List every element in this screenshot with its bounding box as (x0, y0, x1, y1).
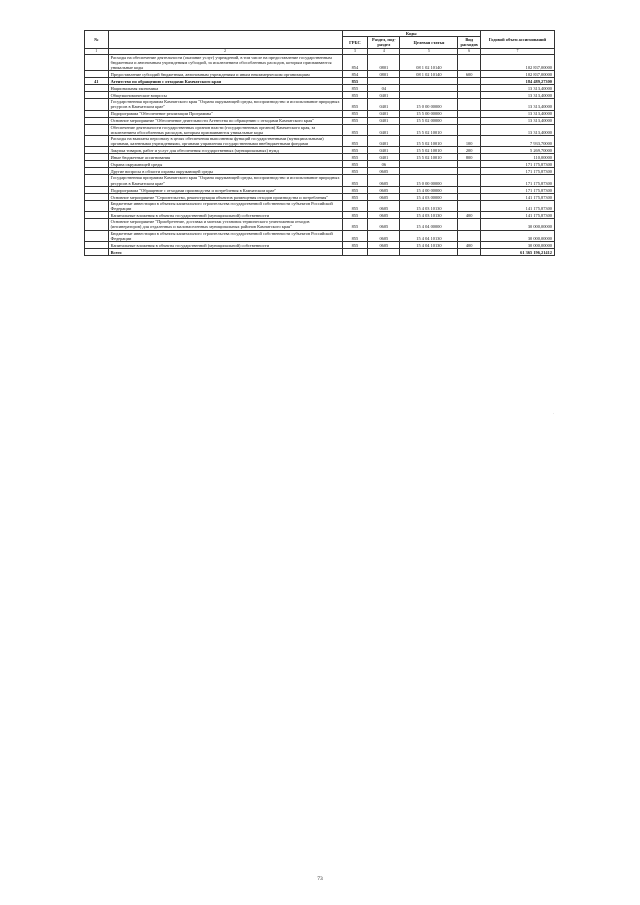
table-row (85, 85, 555, 92)
table-row (85, 168, 555, 175)
table-row (85, 230, 555, 241)
header-expense-type: Вид расходов (458, 37, 481, 48)
column-index: 4 (368, 48, 400, 54)
row-expense-type (458, 168, 481, 175)
row-grbs-code (342, 249, 368, 256)
row-target-article: 15 4 04 10130 (400, 230, 458, 241)
row-amount: 30 000,00000 (480, 219, 554, 230)
row-expense-type (458, 161, 481, 168)
row-expense-type: 800 (458, 154, 481, 161)
row-name: Подпрограмма "Обращение с отходами производства и потребления в Камчатском крае" (108, 186, 342, 193)
row-amount: 13 313,40000 (480, 99, 554, 110)
row-expense-type (458, 219, 481, 230)
header-name (108, 31, 342, 49)
row-number (85, 230, 109, 241)
row-name: Основное мероприятие "Приобретение, доставка и монтаж установок термического уничтожения отходов (инсинераторов) для отдаленных и малонаселенных муниципальных районов Камчатского края" (108, 219, 342, 230)
row-name: Национальная экономика (108, 85, 342, 92)
column-index: 7 (480, 48, 554, 54)
header-codes: Коды (342, 31, 480, 37)
header-target-article: Целевая статья (400, 37, 458, 48)
row-number (85, 110, 109, 117)
row-expense-type (458, 78, 481, 85)
row-razdel-code: 0605 (368, 212, 400, 219)
row-amount: 13 313,40000 (480, 110, 554, 117)
row-number (85, 193, 109, 200)
row-razdel-code: 0605 (368, 193, 400, 200)
row-name: Бюджетные инвестиции в объекты капитального строительства государственной собственности субъектов Российской Федерации (108, 230, 342, 241)
row-expense-type (458, 230, 481, 241)
row-amount: 102 837,00000 (480, 54, 554, 71)
column-index: 5 (400, 48, 458, 54)
row-razdel-code: 0401 (368, 124, 400, 135)
row-grbs-code: 854 (342, 54, 368, 71)
row-grbs-code: 854 (342, 71, 368, 78)
row-grbs-code: 855 (342, 92, 368, 99)
table-row (85, 200, 555, 211)
table-row (85, 186, 555, 193)
row-amount: 184 489,27300 (480, 78, 554, 85)
row-grbs-code: 855 (342, 212, 368, 219)
row-name: Предоставление субсидий бюджетным, автономным учреждениям и иным некоммерческим организациям (108, 71, 342, 78)
row-razdel-code: 0401 (368, 147, 400, 154)
row-expense-type (458, 85, 481, 92)
row-target-article (400, 92, 458, 99)
table-row (85, 161, 555, 168)
row-target-article (400, 85, 458, 92)
row-amount: 171 175,87300 (480, 175, 554, 186)
row-amount: 171 175,87300 (480, 161, 554, 168)
row-target-article: 15 5 02 00000 (400, 117, 458, 124)
row-amount: 30 000,00000 (480, 242, 554, 249)
row-target-article: 15 4 03 00000 (400, 193, 458, 200)
table-row (85, 78, 555, 85)
column-index: 2 (108, 48, 342, 54)
row-number (85, 99, 109, 110)
row-number (85, 249, 109, 256)
row-number (85, 161, 109, 168)
row-amount: 30 000,00000 (480, 230, 554, 241)
row-target-article (400, 78, 458, 85)
row-number (85, 186, 109, 193)
row-name: Расходы на выплаты персоналу в целях обеспечения выполнения функций государственными (муниципальными) органами, казенными учреждениями, органами управления государственными внебюджетными фондами (108, 136, 342, 147)
row-number (85, 200, 109, 211)
row-razdel-code: 0401 (368, 99, 400, 110)
table-row (85, 71, 555, 78)
row-amount: 13 313,40000 (480, 117, 554, 124)
row-number (85, 168, 109, 175)
row-razdel-code: 04 (368, 85, 400, 92)
row-expense-type: 600 (458, 71, 481, 78)
column-index: 1 (85, 48, 109, 54)
row-target-article: 15 0 00 00000 (400, 99, 458, 110)
row-expense-type (458, 110, 481, 117)
row-name: Подпрограмма "Обеспечение реализации Программы" (108, 110, 342, 117)
row-target-article: 15 5 02 10010 (400, 136, 458, 147)
row-name: Закупка товаров, работ и услуг для обеспечения государственных (муниципальных) нужд (108, 147, 342, 154)
row-number: 41 (85, 78, 109, 85)
row-amount: 141 175,87300 (480, 193, 554, 200)
row-razdel-code: 0401 (368, 154, 400, 161)
row-amount: 102 837,00000 (480, 71, 554, 78)
row-grbs-code: 855 (342, 230, 368, 241)
row-name: Основное мероприятие "Строительство, реконструкция объектов размещения отходов производства и потребления" (108, 193, 342, 200)
row-name: Государственная программа Камчатского края "Охрана окружающей среды, воспроизводство и использование природных ресурсов в Камчатском крае" (108, 99, 342, 110)
row-name: Обеспечение деятельности государственных органов власти (государственных органов) Камчатского края, за исключением обособленных расходов, которым присваиваются уникальные коды (108, 124, 342, 135)
row-grbs-code: 855 (342, 85, 368, 92)
row-razdel-code: 0605 (368, 168, 400, 175)
row-razdel-code: 0401 (368, 136, 400, 147)
row-name: Капитальные вложения в объекты государственной (муниципальной) собственности (108, 242, 342, 249)
column-index: 3 (342, 48, 368, 54)
row-number (85, 242, 109, 249)
row-expense-type (458, 54, 481, 71)
row-expense-type (458, 92, 481, 99)
row-number (85, 124, 109, 135)
row-number (85, 154, 109, 161)
row-number (85, 54, 109, 71)
table-row (85, 175, 555, 186)
table-row (85, 110, 555, 117)
row-target-article (400, 249, 458, 256)
row-name: Охрана окружающей среды (108, 161, 342, 168)
row-razdel-code: 0605 (368, 200, 400, 211)
row-target-article: 15 4 03 10130 (400, 200, 458, 211)
row-razdel-code (368, 249, 400, 256)
corner-mark: . (553, 411, 554, 415)
row-expense-type (458, 99, 481, 110)
row-expense-type: 100 (458, 136, 481, 147)
row-name: Всего (108, 249, 342, 256)
row-amount: 61 365 196,21412 (480, 249, 554, 256)
row-number (85, 212, 109, 219)
budget-allocation-table (84, 30, 555, 256)
row-number (85, 71, 109, 78)
header-amount: Годовой объем ассигнований (480, 31, 554, 49)
column-index: 6 (458, 48, 481, 54)
row-expense-type (458, 124, 481, 135)
table-row (85, 92, 555, 99)
table-row (85, 212, 555, 219)
row-amount: 13 313,40000 (480, 124, 554, 135)
row-target-article: 15 4 04 00000 (400, 219, 458, 230)
row-target-article: 08 1 02 10140 (400, 54, 458, 71)
row-razdel-code: 0801 (368, 71, 400, 78)
table-row (85, 219, 555, 230)
row-amount: 171 175,87300 (480, 168, 554, 175)
row-grbs-code: 855 (342, 219, 368, 230)
row-name: Государственная программа Камчатского края "Охрана окружающей среды, воспроизводство и использование природных ресурсов в Камчатском крае" (108, 175, 342, 186)
row-grbs-code: 855 (342, 99, 368, 110)
row-grbs-code: 855 (342, 117, 368, 124)
row-name: Общеэкономические вопросы (108, 92, 342, 99)
row-expense-type (458, 200, 481, 211)
row-expense-type (458, 175, 481, 186)
row-target-article: 15 5 02 10010 (400, 147, 458, 154)
row-target-article (400, 168, 458, 175)
row-grbs-code: 855 (342, 193, 368, 200)
row-amount: 13 313,40000 (480, 92, 554, 99)
row-target-article: 15 0 00 00000 (400, 175, 458, 186)
row-target-article: 15 4 03 10130 (400, 212, 458, 219)
row-target-article: 15 5 00 00000 (400, 110, 458, 117)
row-expense-type: 400 (458, 242, 481, 249)
header-grbs: ГРБС (342, 37, 368, 48)
row-number (85, 85, 109, 92)
row-name: Основное мероприятие "Обеспечение деятельности Агентства по обращению с отходами Камчатского края" (108, 117, 342, 124)
row-name: Бюджетные инвестиции в объекты капитального строительства государственной собственности субъектов Российской Федерации (108, 200, 342, 211)
row-grbs-code: 855 (342, 147, 368, 154)
row-razdel-code: 0605 (368, 186, 400, 193)
row-name: Расходы на обеспечение деятельности (оказание услуг) учреждений, в том числе на предоставление государственным бюджетным и автономным учреждениям субсидий, за исключением обособленных расходов, которым присваиваются уникальные коды (108, 54, 342, 71)
row-expense-type (458, 249, 481, 256)
table-row (85, 99, 555, 110)
row-name: Другие вопросы в области охраны окружающей среды (108, 168, 342, 175)
row-target-article: 15 4 00 00000 (400, 186, 458, 193)
row-amount: 141 175,87300 (480, 200, 554, 211)
row-grbs-code: 855 (342, 242, 368, 249)
row-razdel-code: 06 (368, 161, 400, 168)
row-number (85, 147, 109, 154)
header-num: № (85, 31, 109, 49)
row-expense-type: 400 (458, 212, 481, 219)
row-grbs-code: 855 (342, 200, 368, 211)
row-amount: 110,00000 (480, 154, 554, 161)
row-name: Капитальные вложения в объекты государственной (муниципальной) собственности (108, 212, 342, 219)
row-razdel-code: 0605 (368, 230, 400, 241)
page-number: 73 (317, 876, 323, 882)
row-grbs-code: 855 (342, 78, 368, 85)
row-grbs-code: 855 (342, 186, 368, 193)
row-amount: 141 175,87300 (480, 212, 554, 219)
row-razdel-code: 0605 (368, 242, 400, 249)
table-body (85, 54, 555, 255)
row-number (85, 175, 109, 186)
row-grbs-code: 855 (342, 124, 368, 135)
table-row (85, 193, 555, 200)
row-amount: 171 175,87300 (480, 186, 554, 193)
row-number (85, 136, 109, 147)
row-razdel-code (368, 78, 400, 85)
table-row (85, 242, 555, 249)
table-row (85, 249, 555, 256)
row-number (85, 92, 109, 99)
row-razdel-code: 0401 (368, 92, 400, 99)
row-name: Иные бюджетные ассигнования (108, 154, 342, 161)
row-razdel-code: 0605 (368, 219, 400, 230)
row-amount: 7 933,70000 (480, 136, 554, 147)
table-row (85, 124, 555, 135)
row-target-article: 15 5 02 10010 (400, 124, 458, 135)
table-row (85, 117, 555, 124)
table-row (85, 136, 555, 147)
row-razdel-code: 0401 (368, 117, 400, 124)
row-expense-type: 200 (458, 147, 481, 154)
table-row (85, 147, 555, 154)
row-grbs-code: 855 (342, 161, 368, 168)
row-razdel-code: 0605 (368, 175, 400, 186)
row-grbs-code: 855 (342, 168, 368, 175)
row-grbs-code: 855 (342, 136, 368, 147)
row-razdel-code: 0401 (368, 110, 400, 117)
table-row (85, 54, 555, 71)
table-row (85, 154, 555, 161)
header-razdel: Раздел, под-раздел (368, 37, 400, 48)
row-razdel-code: 0801 (368, 54, 400, 71)
row-name: Агентство по обращению с отходами Камчатского края (108, 78, 342, 85)
row-amount: 5 269,70000 (480, 147, 554, 154)
row-expense-type (458, 117, 481, 124)
row-grbs-code: 855 (342, 110, 368, 117)
row-target-article (400, 161, 458, 168)
row-number (85, 117, 109, 124)
row-amount: 13 313,40000 (480, 85, 554, 92)
row-expense-type (458, 193, 481, 200)
row-expense-type (458, 186, 481, 193)
row-grbs-code: 855 (342, 154, 368, 161)
row-target-article: 15 4 04 10130 (400, 242, 458, 249)
row-grbs-code: 855 (342, 175, 368, 186)
row-number (85, 219, 109, 230)
row-target-article: 08 1 02 10140 (400, 71, 458, 78)
row-target-article: 15 5 02 10010 (400, 154, 458, 161)
